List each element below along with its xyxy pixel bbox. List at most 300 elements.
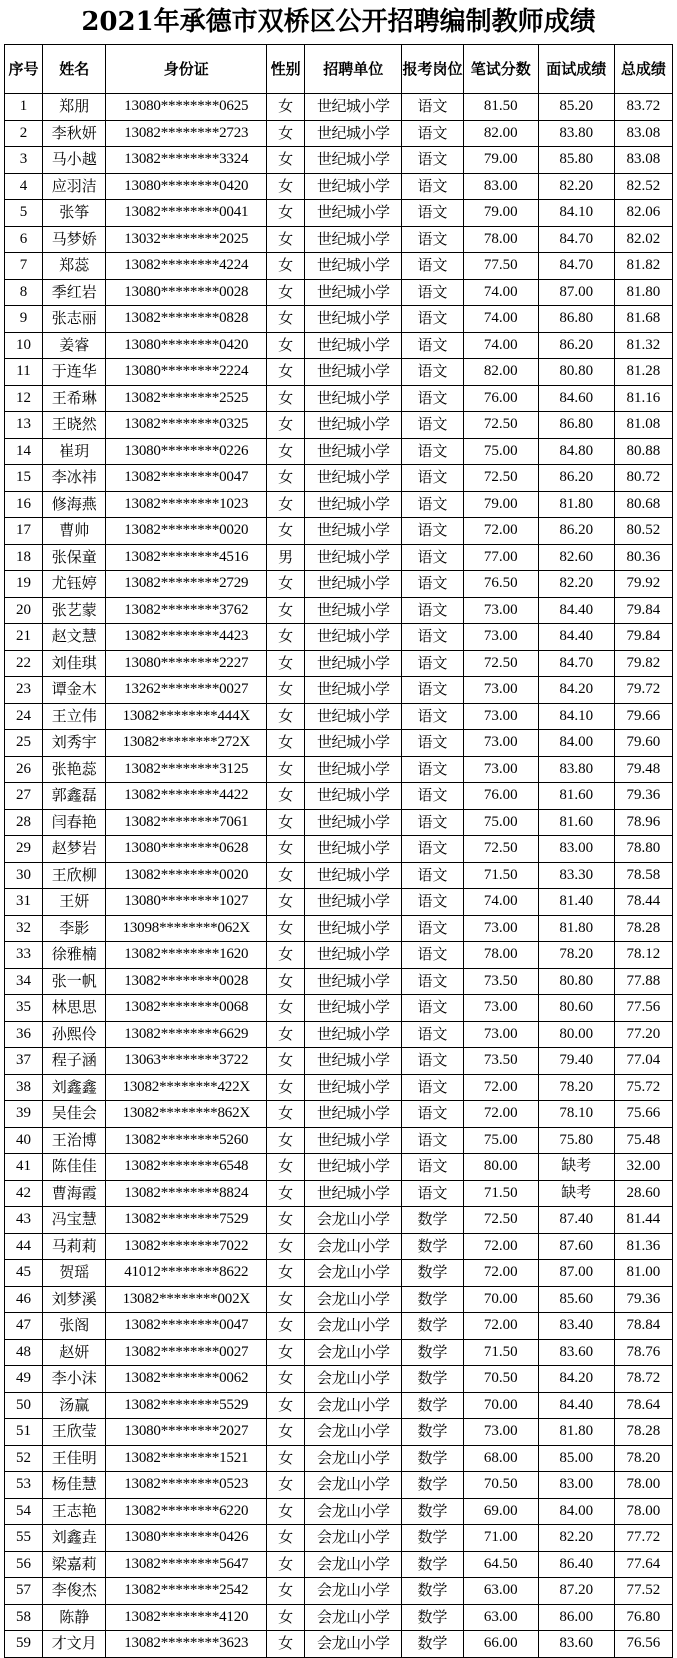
cell-position: 语文 [402, 279, 463, 306]
cell-interview-score: 81.40 [538, 889, 614, 916]
cell-name: 曹海霞 [43, 1180, 106, 1207]
cell-interview-score: 80.60 [538, 995, 614, 1022]
cell-id: 13080********2027 [106, 1419, 267, 1446]
cell-index: 11 [5, 359, 43, 386]
cell-id: 13082********0325 [106, 412, 267, 439]
cell-gender: 女 [267, 359, 305, 386]
cell-unit: 会龙山小学 [305, 1472, 402, 1499]
cell-index: 2 [5, 120, 43, 147]
cell-index: 26 [5, 756, 43, 783]
cell-index: 1 [5, 94, 43, 121]
cell-index: 14 [5, 438, 43, 465]
cell-gender: 女 [267, 1286, 305, 1313]
cell-id: 13082********272X [106, 730, 267, 757]
table-row [5, 889, 673, 916]
cell-position: 语文 [402, 438, 463, 465]
cell-unit: 世纪城小学 [305, 783, 402, 810]
cell-written-score: 76.00 [463, 385, 538, 412]
cell-unit: 世纪城小学 [305, 1021, 402, 1048]
cell-id: 13082********3324 [106, 147, 267, 174]
cell-total-score: 83.72 [614, 94, 672, 121]
cell-name: 张艳蕊 [43, 756, 106, 783]
cell-total-score: 82.52 [614, 173, 672, 200]
cell-name: 刘鑫垚 [43, 1525, 106, 1552]
cell-total-score: 77.72 [614, 1525, 672, 1552]
cell-position: 数学 [402, 1551, 463, 1578]
cell-position: 语文 [402, 1074, 463, 1101]
table-row [5, 650, 673, 677]
cell-gender: 女 [267, 862, 305, 889]
cell-total-score: 79.36 [614, 1286, 672, 1313]
table-row [5, 438, 673, 465]
table-row [5, 1392, 673, 1419]
cell-unit: 会龙山小学 [305, 1313, 402, 1340]
cell-index: 21 [5, 624, 43, 651]
cell-unit: 世纪城小学 [305, 995, 402, 1022]
cell-index: 5 [5, 200, 43, 227]
cell-index: 4 [5, 173, 43, 200]
cell-total-score: 82.06 [614, 200, 672, 227]
cell-unit: 会龙山小学 [305, 1578, 402, 1605]
cell-name: 程子涵 [43, 1048, 106, 1075]
cell-interview-score: 81.80 [538, 491, 614, 518]
cell-interview-score: 87.00 [538, 1260, 614, 1287]
cell-index: 47 [5, 1313, 43, 1340]
cell-index: 17 [5, 518, 43, 545]
cell-unit: 世纪城小学 [305, 94, 402, 121]
score-table [4, 44, 673, 1658]
cell-id: 13082********002X [106, 1286, 267, 1313]
cell-index: 59 [5, 1631, 43, 1658]
cell-written-score: 73.00 [463, 624, 538, 651]
table-row [5, 756, 673, 783]
cell-interview-score: 81.80 [538, 915, 614, 942]
cell-name: 王志艳 [43, 1498, 106, 1525]
cell-gender: 女 [267, 1154, 305, 1181]
table-row [5, 1101, 673, 1128]
cell-total-score: 78.44 [614, 889, 672, 916]
table-row [5, 942, 673, 969]
cell-written-score: 73.00 [463, 995, 538, 1022]
cell-interview-score: 86.20 [538, 518, 614, 545]
cell-position: 语文 [402, 544, 463, 571]
cell-position: 数学 [402, 1525, 463, 1552]
cell-unit: 世纪城小学 [305, 226, 402, 253]
cell-total-score: 77.88 [614, 968, 672, 995]
cell-name: 王佳明 [43, 1445, 106, 1472]
cell-interview-score: 85.60 [538, 1286, 614, 1313]
cell-gender: 女 [267, 995, 305, 1022]
table-row [5, 1472, 673, 1499]
cell-interview-score: 86.20 [538, 332, 614, 359]
cell-written-score: 73.00 [463, 730, 538, 757]
cell-interview-score: 83.60 [538, 1631, 614, 1658]
cell-unit: 世纪城小学 [305, 1074, 402, 1101]
cell-interview-score: 87.60 [538, 1233, 614, 1260]
cell-total-score: 78.28 [614, 915, 672, 942]
table-row [5, 518, 673, 545]
cell-index: 6 [5, 226, 43, 253]
cell-gender: 女 [267, 279, 305, 306]
cell-unit: 世纪城小学 [305, 915, 402, 942]
cell-id: 13082********0047 [106, 465, 267, 492]
cell-written-score: 72.50 [463, 412, 538, 439]
cell-written-score: 72.50 [463, 465, 538, 492]
cell-written-score: 71.50 [463, 1180, 538, 1207]
cell-name: 汤赢 [43, 1392, 106, 1419]
cell-name: 张志丽 [43, 306, 106, 333]
cell-position: 数学 [402, 1286, 463, 1313]
cell-unit: 世纪城小学 [305, 438, 402, 465]
cell-index: 19 [5, 571, 43, 598]
cell-gender: 女 [267, 147, 305, 174]
cell-unit: 世纪城小学 [305, 518, 402, 545]
cell-written-score: 63.00 [463, 1578, 538, 1605]
cell-index: 34 [5, 968, 43, 995]
cell-unit: 会龙山小学 [305, 1286, 402, 1313]
cell-unit: 世纪城小学 [305, 1180, 402, 1207]
cell-id: 13082********7529 [106, 1207, 267, 1234]
cell-interview-score: 80.80 [538, 359, 614, 386]
cell-total-score: 81.82 [614, 253, 672, 280]
cell-position: 语文 [402, 783, 463, 810]
cell-unit: 世纪城小学 [305, 1154, 402, 1181]
cell-unit: 世纪城小学 [305, 730, 402, 757]
cell-name: 刘佳琪 [43, 650, 106, 677]
cell-index: 54 [5, 1498, 43, 1525]
cell-interview-score: 83.60 [538, 1339, 614, 1366]
cell-id: 13082********2525 [106, 385, 267, 412]
cell-unit: 会龙山小学 [305, 1551, 402, 1578]
cell-index: 51 [5, 1419, 43, 1446]
cell-name: 季红岩 [43, 279, 106, 306]
cell-written-score: 72.00 [463, 1313, 538, 1340]
cell-position: 语文 [402, 995, 463, 1022]
cell-written-score: 73.00 [463, 677, 538, 704]
cell-unit: 世纪城小学 [305, 491, 402, 518]
cell-id: 13082********0523 [106, 1472, 267, 1499]
cell-written-score: 73.00 [463, 756, 538, 783]
cell-gender: 女 [267, 412, 305, 439]
cell-id: 13082********2723 [106, 120, 267, 147]
cell-name: 张艺蒙 [43, 597, 106, 624]
cell-written-score: 72.00 [463, 518, 538, 545]
cell-unit: 世纪城小学 [305, 836, 402, 863]
cell-interview-score: 86.20 [538, 465, 614, 492]
column-header-interview-score: 面试成绩 [538, 45, 614, 94]
cell-written-score: 71.50 [463, 862, 538, 889]
cell-total-score: 75.72 [614, 1074, 672, 1101]
cell-unit: 会龙山小学 [305, 1525, 402, 1552]
cell-unit: 世纪城小学 [305, 253, 402, 280]
cell-name: 张保童 [43, 544, 106, 571]
cell-interview-score: 87.20 [538, 1578, 614, 1605]
cell-position: 数学 [402, 1604, 463, 1631]
cell-gender: 女 [267, 332, 305, 359]
cell-written-score: 63.00 [463, 1604, 538, 1631]
cell-index: 49 [5, 1366, 43, 1393]
cell-unit: 会龙山小学 [305, 1392, 402, 1419]
cell-written-score: 75.00 [463, 809, 538, 836]
cell-written-score: 77.00 [463, 544, 538, 571]
cell-id: 13082********2542 [106, 1578, 267, 1605]
cell-written-score: 70.50 [463, 1366, 538, 1393]
cell-index: 41 [5, 1154, 43, 1181]
cell-index: 48 [5, 1339, 43, 1366]
cell-interview-score: 83.80 [538, 756, 614, 783]
cell-written-score: 81.50 [463, 94, 538, 121]
cell-gender: 女 [267, 1233, 305, 1260]
cell-name: 尤钰婷 [43, 571, 106, 598]
cell-interview-score: 86.80 [538, 306, 614, 333]
cell-id: 13080********0420 [106, 173, 267, 200]
cell-gender: 女 [267, 677, 305, 704]
cell-written-score: 73.00 [463, 703, 538, 730]
cell-unit: 世纪城小学 [305, 332, 402, 359]
table-row [5, 412, 673, 439]
cell-unit: 会龙山小学 [305, 1233, 402, 1260]
cell-interview-score: 缺考 [538, 1154, 614, 1181]
cell-unit: 世纪城小学 [305, 306, 402, 333]
table-row [5, 279, 673, 306]
column-header-index: 序号 [5, 45, 43, 94]
cell-position: 语文 [402, 756, 463, 783]
cell-name: 李小沫 [43, 1366, 106, 1393]
cell-id: 13082********2729 [106, 571, 267, 598]
cell-name: 张筝 [43, 200, 106, 227]
cell-unit: 世纪城小学 [305, 756, 402, 783]
cell-total-score: 77.56 [614, 995, 672, 1022]
table-row [5, 1207, 673, 1234]
cell-index: 44 [5, 1233, 43, 1260]
cell-id: 13082********0068 [106, 995, 267, 1022]
cell-position: 语文 [402, 730, 463, 757]
cell-unit: 世纪城小学 [305, 200, 402, 227]
cell-id: 13082********1521 [106, 1445, 267, 1472]
cell-index: 37 [5, 1048, 43, 1075]
cell-total-score: 78.28 [614, 1419, 672, 1446]
cell-written-score: 66.00 [463, 1631, 538, 1658]
cell-total-score: 78.84 [614, 1313, 672, 1340]
cell-interview-score: 85.00 [538, 1445, 614, 1472]
cell-index: 55 [5, 1525, 43, 1552]
cell-gender: 女 [267, 491, 305, 518]
column-header-unit: 招聘单位 [305, 45, 402, 94]
cell-unit: 会龙山小学 [305, 1366, 402, 1393]
cell-id: 13080********0426 [106, 1525, 267, 1552]
cell-interview-score: 83.30 [538, 862, 614, 889]
cell-interview-score: 84.70 [538, 253, 614, 280]
cell-index: 45 [5, 1260, 43, 1287]
cell-name: 于连华 [43, 359, 106, 386]
cell-name: 张阁 [43, 1313, 106, 1340]
cell-written-score: 83.00 [463, 173, 538, 200]
cell-position: 语文 [402, 968, 463, 995]
cell-id: 13080********0625 [106, 94, 267, 121]
cell-id: 13082********0020 [106, 862, 267, 889]
table-row [5, 1021, 673, 1048]
cell-interview-score: 84.10 [538, 200, 614, 227]
cell-id: 13082********0047 [106, 1313, 267, 1340]
table-row [5, 1048, 673, 1075]
cell-total-score: 79.66 [614, 703, 672, 730]
cell-name: 崔玥 [43, 438, 106, 465]
cell-index: 30 [5, 862, 43, 889]
cell-name: 吴佳会 [43, 1101, 106, 1128]
cell-interview-score: 82.20 [538, 571, 614, 598]
cell-written-score: 73.00 [463, 1419, 538, 1446]
cell-name: 曹帅 [43, 518, 106, 545]
cell-gender: 女 [267, 438, 305, 465]
table-row [5, 968, 673, 995]
cell-name: 王治博 [43, 1127, 106, 1154]
table-row [5, 1286, 673, 1313]
cell-written-score: 80.00 [463, 1154, 538, 1181]
cell-unit: 世纪城小学 [305, 544, 402, 571]
cell-name: 李俊杰 [43, 1578, 106, 1605]
cell-position: 数学 [402, 1631, 463, 1658]
cell-written-score: 73.00 [463, 597, 538, 624]
cell-position: 数学 [402, 1233, 463, 1260]
cell-total-score: 32.00 [614, 1154, 672, 1181]
cell-total-score: 78.96 [614, 809, 672, 836]
cell-interview-score: 84.00 [538, 1498, 614, 1525]
table-row [5, 120, 673, 147]
cell-gender: 女 [267, 889, 305, 916]
cell-index: 27 [5, 783, 43, 810]
cell-name: 孙熙伶 [43, 1021, 106, 1048]
cell-index: 40 [5, 1127, 43, 1154]
cell-position: 语文 [402, 1048, 463, 1075]
cell-name: 李冰祎 [43, 465, 106, 492]
cell-written-score: 79.00 [463, 491, 538, 518]
cell-name: 徐雅楠 [43, 942, 106, 969]
cell-interview-score: 84.20 [538, 1366, 614, 1393]
cell-position: 语文 [402, 465, 463, 492]
cell-total-score: 80.52 [614, 518, 672, 545]
table-row [5, 1604, 673, 1631]
cell-unit: 会龙山小学 [305, 1260, 402, 1287]
cell-position: 语文 [402, 571, 463, 598]
cell-total-score: 75.66 [614, 1101, 672, 1128]
cell-position: 数学 [402, 1339, 463, 1366]
cell-gender: 男 [267, 544, 305, 571]
cell-id: 13082********6220 [106, 1498, 267, 1525]
cell-written-score: 72.00 [463, 1101, 538, 1128]
cell-name: 贺瑶 [43, 1260, 106, 1287]
cell-written-score: 70.00 [463, 1392, 538, 1419]
cell-total-score: 76.56 [614, 1631, 672, 1658]
cell-written-score: 78.00 [463, 942, 538, 969]
cell-id: 13082********1023 [106, 491, 267, 518]
cell-interview-score: 84.00 [538, 730, 614, 757]
table-row [5, 1578, 673, 1605]
cell-index: 53 [5, 1472, 43, 1499]
table-row [5, 1180, 673, 1207]
cell-index: 23 [5, 677, 43, 704]
cell-id: 13082********1620 [106, 942, 267, 969]
cell-gender: 女 [267, 942, 305, 969]
table-row [5, 1127, 673, 1154]
cell-id: 13082********0041 [106, 200, 267, 227]
column-header-gender: 性别 [267, 45, 305, 94]
column-header-position: 报考岗位 [402, 45, 463, 94]
cell-unit: 会龙山小学 [305, 1445, 402, 1472]
cell-id: 13080********0420 [106, 332, 267, 359]
cell-unit: 世纪城小学 [305, 677, 402, 704]
cell-total-score: 81.00 [614, 1260, 672, 1287]
cell-position: 数学 [402, 1498, 463, 1525]
cell-total-score: 77.52 [614, 1578, 672, 1605]
cell-interview-score: 85.80 [538, 147, 614, 174]
cell-position: 语文 [402, 597, 463, 624]
cell-index: 38 [5, 1074, 43, 1101]
cell-unit: 会龙山小学 [305, 1207, 402, 1234]
cell-index: 22 [5, 650, 43, 677]
table-row [5, 544, 673, 571]
cell-gender: 女 [267, 465, 305, 492]
cell-name: 陈静 [43, 1604, 106, 1631]
cell-gender: 女 [267, 1551, 305, 1578]
cell-interview-score: 84.40 [538, 624, 614, 651]
cell-index: 7 [5, 253, 43, 280]
cell-index: 24 [5, 703, 43, 730]
cell-id: 13082********7061 [106, 809, 267, 836]
table-row [5, 1419, 673, 1446]
cell-written-score: 79.00 [463, 147, 538, 174]
cell-position: 语文 [402, 809, 463, 836]
cell-unit: 会龙山小学 [305, 1339, 402, 1366]
cell-gender: 女 [267, 1313, 305, 1340]
cell-total-score: 78.72 [614, 1366, 672, 1393]
cell-interview-score: 78.20 [538, 1074, 614, 1101]
cell-total-score: 76.80 [614, 1604, 672, 1631]
cell-index: 18 [5, 544, 43, 571]
cell-name: 刘秀宇 [43, 730, 106, 757]
cell-unit: 会龙山小学 [305, 1604, 402, 1631]
cell-gender: 女 [267, 783, 305, 810]
table-row [5, 226, 673, 253]
cell-written-score: 70.00 [463, 1286, 538, 1313]
cell-index: 10 [5, 332, 43, 359]
cell-index: 28 [5, 809, 43, 836]
cell-position: 数学 [402, 1260, 463, 1287]
cell-index: 15 [5, 465, 43, 492]
cell-written-score: 72.00 [463, 1260, 538, 1287]
cell-position: 语文 [402, 703, 463, 730]
cell-position: 语文 [402, 1180, 463, 1207]
cell-total-score: 79.48 [614, 756, 672, 783]
cell-index: 32 [5, 915, 43, 942]
cell-gender: 女 [267, 1048, 305, 1075]
cell-id: 13082********8824 [106, 1180, 267, 1207]
table-row [5, 200, 673, 227]
cell-index: 16 [5, 491, 43, 518]
cell-gender: 女 [267, 253, 305, 280]
cell-unit: 世纪城小学 [305, 173, 402, 200]
cell-unit: 世纪城小学 [305, 1127, 402, 1154]
cell-written-score: 73.00 [463, 915, 538, 942]
cell-written-score: 78.00 [463, 226, 538, 253]
cell-total-score: 79.60 [614, 730, 672, 757]
cell-name: 赵妍 [43, 1339, 106, 1366]
cell-written-score: 77.50 [463, 253, 538, 280]
cell-unit: 世纪城小学 [305, 650, 402, 677]
cell-position: 语文 [402, 385, 463, 412]
cell-unit: 世纪城小学 [305, 889, 402, 916]
cell-gender: 女 [267, 1074, 305, 1101]
cell-index: 43 [5, 1207, 43, 1234]
